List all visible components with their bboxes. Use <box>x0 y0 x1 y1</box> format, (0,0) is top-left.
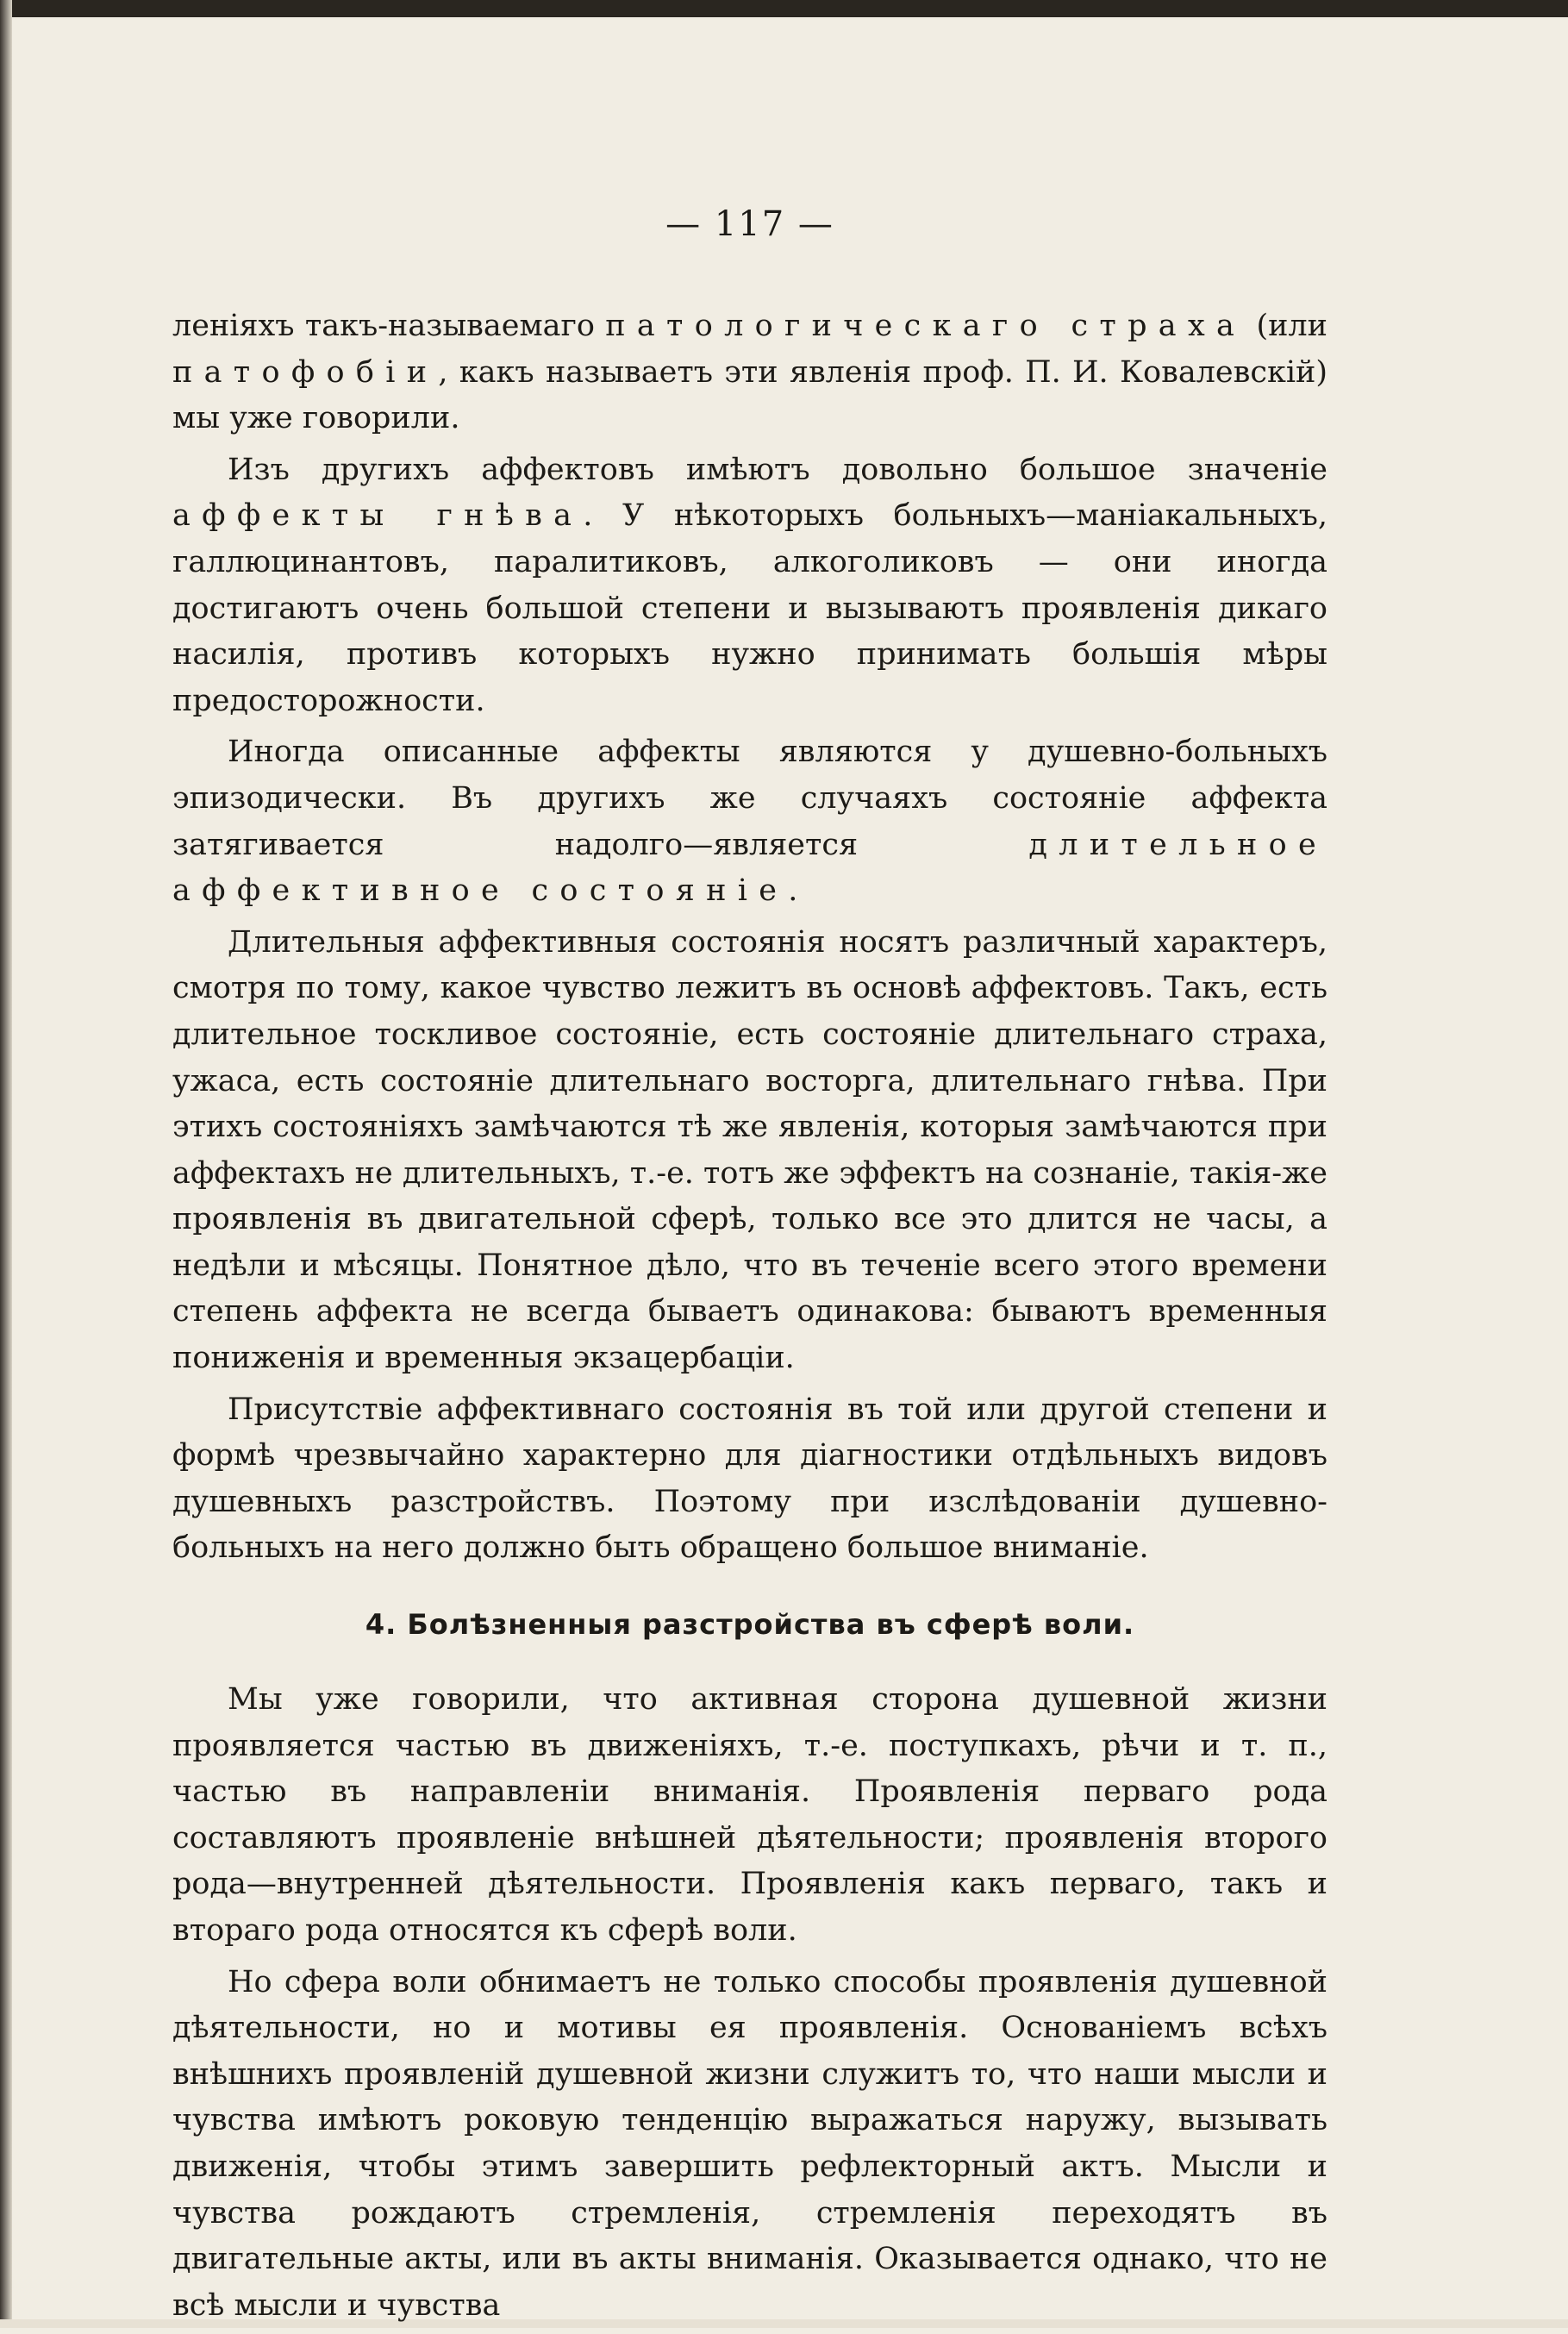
page-left-edge <box>0 0 12 2328</box>
page-number: — 117 — <box>665 204 834 244</box>
paragraph <box>172 1677 1327 1955</box>
paragraph-text: (или <box>1246 309 1327 343</box>
paragraph <box>172 729 1327 914</box>
section-heading: 4. Болѣзненныя разстройства въ сферѣ воли. <box>365 1608 1135 1642</box>
paragraph <box>172 447 1327 725</box>
paragraph-text: , какъ называетъ эти явленія проф. П. И. Ковалевскій) мы уже говорили. <box>172 354 1327 436</box>
paragraph-text: леніяхъ такъ-называемаго <box>172 309 606 343</box>
paragraph <box>172 1387 1327 1572</box>
paragraph <box>172 303 1327 442</box>
emphasized-term: длительное аффективное состояніе <box>172 827 1327 909</box>
paragraph <box>172 920 1327 1382</box>
paragraph-text: Мы уже говорили, что активная сторона душевной жизни проявляется частью въ движеніяхъ, т.-е. поступкахъ, рѣчи и т. п., частью въ направленіи вниманія. Проявленія перваго рода составляютъ проявленіе внѣшней дѣятельности; проявленія второго рода—внутренней дѣятельности. Проявленія какъ перваго, такъ и втораго рода относятся къ сферѣ воли. <box>172 1682 1327 1948</box>
page-top-edge <box>0 0 1568 17</box>
emphasized-term: аффекты гнѣва <box>172 498 584 534</box>
paragraph-text: Изъ другихъ аффектовъ имѣютъ довольно большое значеніе <box>228 452 1327 487</box>
emphasized-term: патофобіи <box>172 354 439 390</box>
paragraph-text: Но сфера воли обнимаетъ не только способы проявленія душевной дѣятельности, но и мотивы ея проявленія. Основаніемъ всѣхъ внѣшнихъ проявленій душевной жизни служитъ то, что наши мысли и чувства имѣютъ роковую тенденцію выражаться наружу, вызывать движенія, чтобы этимъ завершить рефлекторный актъ. Мысли и чувства рождаютъ стремленія, стремленія переходятъ въ двигательные акты, или въ акты вниманія. Оказывается однако, что не всѣ мысли и чувства <box>172 1964 1327 2323</box>
paragraph-text: . <box>788 873 798 909</box>
emphasized-term: патологическаго страха <box>605 309 1246 343</box>
paragraph-text: Иногда описанные аффекты являются у душевно-больныхъ эпизодически. Въ другихъ же случаяхъ состояніе аффекта затягивается надолго—является <box>172 735 1327 862</box>
paragraph-text: Длительныя аффективныя состоянія носятъ различный характеръ, смотря по тому, какое чувство лежитъ въ основѣ аффектовъ. Такъ, есть длительное тоскливое состояніе, есть состояніе длительнаго страха, ужаса, есть состояніе длительнаго восторга, длительнаго гнѣва. При этихъ состояніяхъ замѣчаются тѣ же явленія, которыя замѣчаются при аффектахъ не длительныхъ, т.-е. тотъ же эффектъ на сознаніе, такія-же проявленія въ двигательной сферѣ, только все это длится не часы, а недѣли и мѣсяцы. Понятное дѣло, что въ теченіе всего этого времени степень аффекта не всегда бываетъ одинакова: бываютъ временныя пониженія и временныя экзацербаціи. <box>172 924 1327 1376</box>
paragraph <box>172 1960 1327 2330</box>
paragraph-text: Присутствіе аффективнаго состоянія въ той или другой степени и формѣ чрезвычайно характерно для діагностики отдѣльныхъ видовъ душевныхъ разстройствъ. Поэтому при изслѣдованіи душевно-больныхъ на него должно быть обращено большое вниманіе. <box>172 1392 1327 1566</box>
paragraph-text: . У нѣкоторыхъ больныхъ—маніакальныхъ, галлюцинантовъ, паралитиковъ, алкоголиковъ — они иногда достигаютъ очень большой степени и вызываютъ проявленія дикаго насилія, противъ которыхъ нужно принимать большія мѣры предосторожности. <box>172 498 1327 718</box>
page-body <box>172 198 1327 2334</box>
